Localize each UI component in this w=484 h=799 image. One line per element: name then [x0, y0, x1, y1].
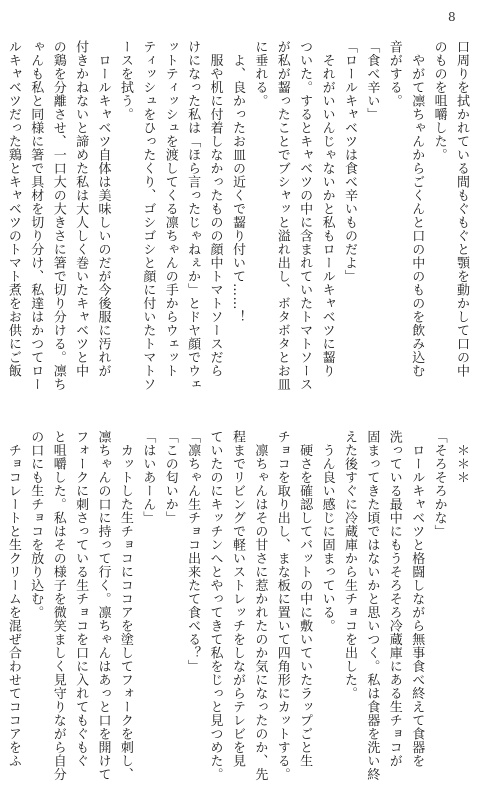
top-text-line: ついた。するとキャベツの中に含まれていたトマトソース: [297, 40, 313, 391]
top-text-line: ティッシュをひったくり、ゴシゴシと顔に付いたトマトソ: [140, 40, 156, 391]
top-text-line: それがいいんじゃないかと私もロールキャベツに齧り: [319, 40, 335, 378]
bottom-text-line: 「凛ちゃん生チョコ出来たて食べる？」: [185, 430, 201, 673]
top-text-line: 音がする。: [386, 40, 402, 108]
top-text-line: が私が齧ったことでブシャッと溢れ出し、ボタボタとお皿: [274, 40, 290, 391]
top-text-line: ースを拭う。: [117, 40, 133, 121]
bottom-text-line: と咀嚼した。私はその様子を微笑ましく見守りながら自分: [50, 430, 66, 781]
bottom-text-line: うん良い感じに固まっている。: [319, 430, 335, 633]
bottom-text-line: チョコレートと生クリームを混ぜ合わせてココアをふ: [5, 430, 21, 768]
top-text-line: やがて凛ちゃんからごくんと口の中のものを飲み込む: [409, 40, 425, 378]
text-block-bottom: [5, 430, 472, 792]
bottom-text-line: えた後すぐに冷蔵庫から生チョコを出した。: [341, 430, 357, 700]
bottom-text-line: 凛ちゃんはその甘さに惹かれたのか気になったのか、先: [252, 430, 268, 781]
text-block-top: [5, 40, 472, 392]
top-text-line: 口周りを拭かれている間もぐもぐと顎を動かして口の中: [454, 40, 469, 378]
bottom-text-line: 「そろそろかな」: [431, 430, 447, 538]
top-text-line: に垂れる。: [252, 40, 268, 108]
bottom-text-line: チョコを取り出し、まな板に置いて四角形にカットする。: [274, 430, 290, 781]
top-text-line: よ、良かったお皿の近くで齧り付いて……！: [229, 40, 245, 324]
top-text-line: 「食べ辛い」: [364, 40, 380, 121]
top-text-line: 服や机に付着しなかったものの顔中トマトソースだら: [207, 40, 223, 378]
page-number: 8: [448, 10, 456, 24]
bottom-text-line: ロールキャベツと格闘しながら無事食べ終えて食器を: [409, 430, 425, 768]
top-text-line: のものを咀嚼した。: [431, 40, 447, 162]
bottom-text-line: 硬さを確認してバットの中に敷いていたラップごと生: [297, 430, 313, 768]
bottom-text-line: フォークに刺さっている生チョコを口に入れてもぐもぐ: [73, 430, 89, 768]
top-text-line: 「ロールキャベツは食べ辛いものだよ」: [341, 40, 357, 283]
bottom-text-line: 洗っている最中にもうそろそろ冷蔵庫にある生チョコが: [386, 430, 402, 768]
bottom-text-line: カットした生チョコにココアを塗してフォークを刺し、: [117, 430, 133, 781]
top-text-line: の鶏を分離させ、一口大の大きさに箸で切り分ける。凛ち: [50, 40, 66, 391]
bottom-text-line: の口にも生チョコを放り込む。: [28, 430, 44, 619]
bottom-text-line: ＊＊＊: [454, 430, 469, 484]
top-text-line: けになった私は「ほら言ったじゃねぇか」とドヤ顔でウェ: [185, 40, 201, 391]
top-text-line: ットティッシュを渡してくる凛ちゃんの手からウェット: [162, 40, 178, 378]
top-text-line: ルキャベツだった鶏とキャベツのトマト煮をお供にご飯: [5, 40, 21, 378]
bottom-text-line: 程までリビングで軽いストレッチをしながらテレビを見: [229, 430, 245, 768]
bottom-text-line: 「はいあーん」: [140, 430, 156, 525]
top-text-line: 付きかねないと諦めた私は大人しく巻いたキャベツと中: [73, 40, 89, 378]
top-text-line: ゃんも私と同様に箸で具材を切り分け、私達はかつてロー: [28, 40, 44, 391]
top-text-line: ロールキャベツ自体は美味しいのだが今後服に汚れが: [95, 40, 111, 378]
bottom-text-line: 固まってきた頃ではないかと思いつく。私は食器を洗い終: [364, 430, 380, 781]
bottom-text-line: ていたのにキッチンへとやってきて私をじっと見つめた。: [207, 430, 223, 781]
bottom-text-line: 凛ちゃんの口に持って行く。凛ちゃんはあっと口を開けて: [95, 430, 111, 781]
bottom-text-line: 「この匂いか」: [162, 430, 178, 525]
